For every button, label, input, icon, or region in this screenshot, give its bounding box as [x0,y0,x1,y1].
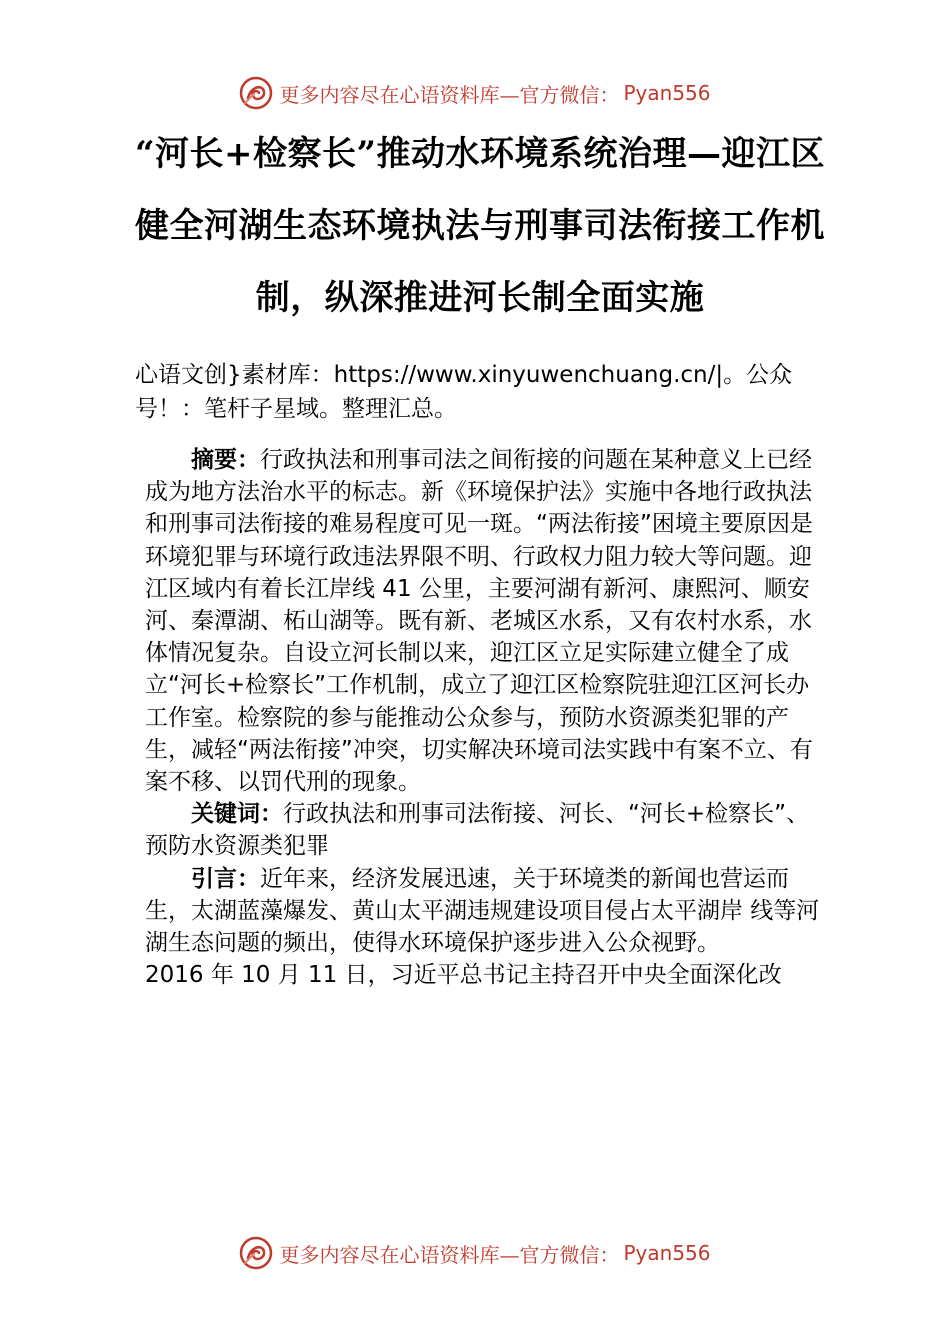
abstract-text: 行政执法和刑事司法之间衔接的问题在某种意义上已经成为地方法治水平的标志。新《环境保护法》实施中各地行政执法和刑事司法衔接的难易程度可见一斑。“两法衔接”困境主要原因是环境犯罪与环境行政违法界限不明、行政权力阻力较大等问题。迎江区域内有着长江岸线 41 公里，主要河湖有新河、康熙河、顺安河、秦潭湖、柘山湖等。既有新、老城区水系，又有农村水系，水体情况复杂。自设立河长制以来，迎江区立足实际建立健全了成立“河长+检察长”工作机制，成立了迎江区检察院驻迎江区河长办工作室。检察院的参与能推动公众参与，预防水资源类犯罪的产生，减轻“两法衔接”冲突，切实解决环境司法实践中有案不立、有案不移、以罚代刑的现象。 [145,447,813,796]
red-swirl-logo-icon [239,76,273,110]
document-title: “河长+检察长”推动水环境系统治理—迎江区健全河湖生态环境执法与刑事司法衔接工作机制，纵深推进河长制全面实施 [134,134,826,318]
footer-watermark [0,1233,950,1273]
header-watermark [0,73,950,113]
intro-text: 近年来，经济发展迅速，关于环境类的新闻也营运而生，太湖蓝藻爆发、黄山太平湖违规建设项目侵占太平湖岸 线等河湖生态问题的频出，使得水环境保护逐步进入公众视野。 [145,865,820,957]
intro-label: 引言： [191,865,260,892]
keywords-paragraph [145,798,825,862]
keywords-text: 行政执法和刑事司法衔接、河长、“河长+检察长”、预防水资源类犯罪 [145,801,810,860]
red-swirl-logo-icon [239,1236,273,1270]
keywords-label: 关键词： [191,801,283,828]
banner-text: 更多内容尽在心语资料库—官方微信： [279,82,620,107]
banner-account: Pyan556 [623,1241,711,1265]
abstract-label: 摘要： [191,447,260,473]
source-line: 心语文创}素材库：https://www.xinyuwenchuang.cn/|。公众号！：笔杆子星域。整理汇总。 [135,362,793,422]
intro-continuation: 2016 年 10 月 11 日，习近平总书记主持召开中央全面深化改 [145,962,782,989]
intro-paragraph [145,863,825,960]
abstract-paragraph [145,444,825,798]
banner-text: 更多内容尽在心语资料库—官方微信： [279,1242,620,1267]
document-body [145,444,825,991]
banner-account: Pyan556 [623,81,711,105]
